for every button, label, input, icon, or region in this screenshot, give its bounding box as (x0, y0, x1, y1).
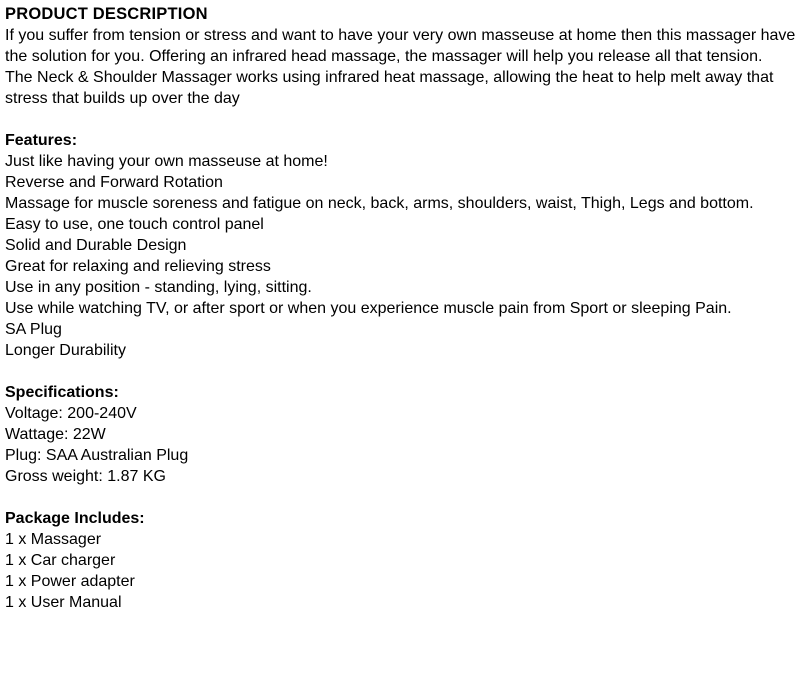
section-specifications (5, 382, 802, 487)
feature-item: Solid and Durable Design (5, 237, 187, 254)
package-item-massager: 1 x Massager (5, 531, 102, 548)
feature-item: Massage for muscle soreness and fatigue on neck, back, arms, shoulders, waist, Thigh, Legs and bottom. (5, 195, 754, 212)
page-title: PRODUCT DESCRIPTION (5, 5, 208, 23)
section-features (5, 130, 802, 361)
package-includes-heading: Package Includes: (5, 510, 145, 527)
intro-paragraph-2: The Neck & Shoulder Massager works using infrared heat massage, allowing the heat to help melt away that stress that builds up over the day (5, 69, 774, 107)
intro-paragraph-1: If you suffer from tension or stress and want to have your very own masseuse at home then this massager have the solution for you. Offering an infrared head massage, the massager will help you release all that tension. (5, 27, 796, 65)
feature-item: Easy to use, one touch control panel (5, 216, 264, 233)
package-item-user-manual: 1 x User Manual (5, 594, 122, 611)
feature-item: Use while watching TV, or after sport or when you experience muscle pain from Sport or sleeping Pain. (5, 300, 732, 317)
section-package-includes (5, 508, 802, 613)
package-item-car-charger: 1 x Car charger (5, 552, 116, 569)
spec-item-gross-weight: Gross weight: 1.87 KG (5, 468, 166, 485)
feature-item: SA Plug (5, 321, 62, 338)
specifications-heading: Specifications: (5, 384, 119, 401)
feature-item: Just like having your own masseuse at home! (5, 153, 328, 170)
feature-item: Use in any position - standing, lying, sitting. (5, 279, 312, 296)
feature-item: Great for relaxing and relieving stress (5, 258, 271, 275)
feature-item: Longer Durability (5, 342, 126, 359)
feature-item: Reverse and Forward Rotation (5, 174, 223, 191)
features-heading: Features: (5, 132, 78, 149)
spec-item-wattage: Wattage: 22W (5, 426, 106, 443)
spec-item-voltage: Voltage: 200-240V (5, 405, 137, 422)
spec-item-plug: Plug: SAA Australian Plug (5, 447, 189, 464)
package-item-power-adapter: 1 x Power adapter (5, 573, 135, 590)
